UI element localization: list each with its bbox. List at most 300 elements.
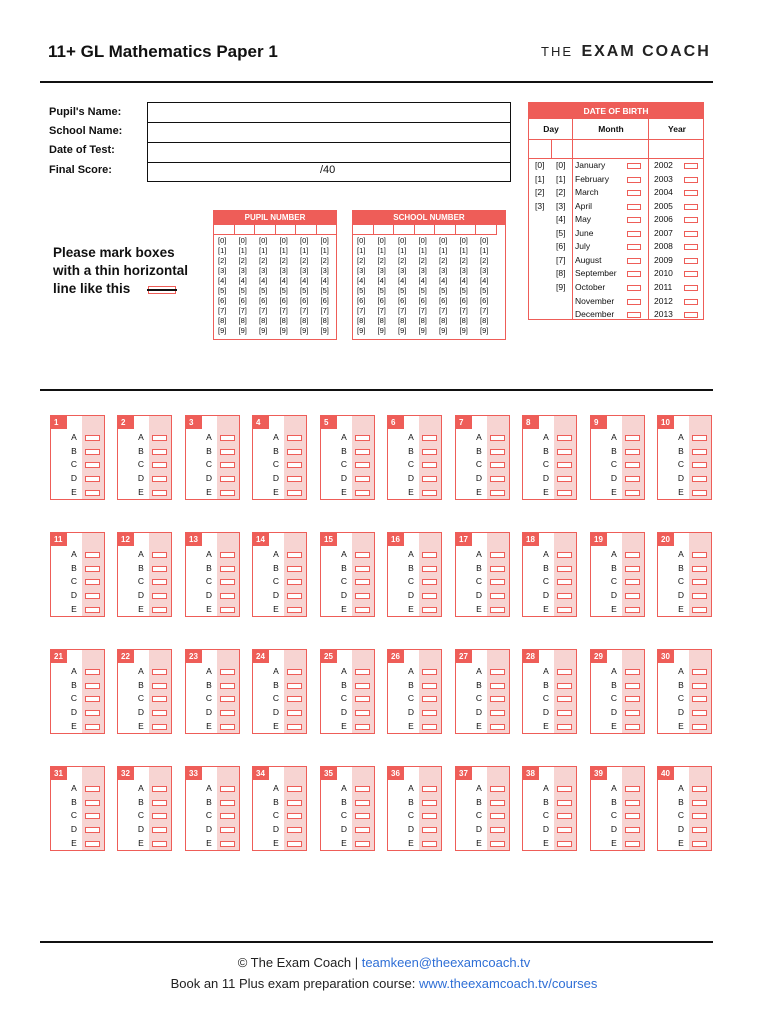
- answer-bubble-e[interactable]: [85, 724, 100, 730]
- school-number-digit-option[interactable]: [4]: [357, 276, 366, 285]
- school-number-digit-option[interactable]: [1]: [398, 246, 407, 255]
- pupil-number-digit-option[interactable]: [4]: [218, 276, 227, 285]
- school-number-digit-option[interactable]: [7]: [480, 306, 489, 315]
- answer-bubble-b[interactable]: [287, 683, 302, 689]
- answer-bubble-c[interactable]: [220, 696, 235, 702]
- answer-bubble-c[interactable]: [692, 696, 707, 702]
- pupil-number-digit-option[interactable]: [6]: [259, 296, 268, 305]
- answer-bubble-c[interactable]: [625, 579, 640, 585]
- school-number-digit-option[interactable]: [9]: [398, 326, 407, 335]
- dob-year-bubble[interactable]: [684, 204, 698, 210]
- answer-bubble-e[interactable]: [152, 841, 167, 847]
- answer-bubble-d[interactable]: [152, 827, 167, 833]
- answer-bubble-b[interactable]: [625, 566, 640, 572]
- dob-day-units-option[interactable]: [3]: [556, 200, 566, 211]
- answer-bubble-c[interactable]: [490, 462, 505, 468]
- pupil-number-digit-option[interactable]: [4]: [279, 276, 288, 285]
- school-number-digit-option[interactable]: [3]: [459, 266, 468, 275]
- pupil-number-digit-option[interactable]: [9]: [238, 326, 247, 335]
- school-number-entry-cell[interactable]: [435, 225, 456, 235]
- answer-bubble-e[interactable]: [692, 841, 707, 847]
- school-number-digit-option[interactable]: [5]: [418, 286, 427, 295]
- final-score-field[interactable]: [148, 162, 510, 163]
- answer-bubble-d[interactable]: [625, 710, 640, 716]
- pupil-number-digit-option[interactable]: [3]: [259, 266, 268, 275]
- pupil-number-digit-option[interactable]: [1]: [218, 246, 227, 255]
- pupil-number-digit-option[interactable]: [2]: [320, 256, 329, 265]
- pupil-number-digit-option[interactable]: [4]: [238, 276, 247, 285]
- answer-bubble-c[interactable]: [625, 696, 640, 702]
- school-number-digit-option[interactable]: [5]: [377, 286, 386, 295]
- answer-bubble-c[interactable]: [85, 579, 100, 585]
- answer-bubble-b[interactable]: [422, 800, 437, 806]
- school-number-digit-option[interactable]: [2]: [357, 256, 366, 265]
- pupil-number-digit-option[interactable]: [7]: [259, 306, 268, 315]
- answer-bubble-c[interactable]: [287, 696, 302, 702]
- answer-bubble-d[interactable]: [355, 593, 370, 599]
- school-number-digit-option[interactable]: [5]: [357, 286, 366, 295]
- answer-bubble-d[interactable]: [220, 593, 235, 599]
- answer-bubble-a[interactable]: [220, 669, 235, 675]
- school-number-digit-option[interactable]: [7]: [459, 306, 468, 315]
- answer-bubble-a[interactable]: [85, 435, 100, 441]
- answer-bubble-e[interactable]: [152, 490, 167, 496]
- dob-month-bubble[interactable]: [627, 285, 641, 291]
- answer-bubble-d[interactable]: [220, 827, 235, 833]
- pupil-number-digit-option[interactable]: [8]: [320, 316, 329, 325]
- answer-bubble-e[interactable]: [625, 607, 640, 613]
- dob-year-bubble[interactable]: [684, 231, 698, 237]
- pupil-number-digit-option[interactable]: [0]: [218, 236, 227, 245]
- dob-month-bubble[interactable]: [627, 190, 641, 196]
- answer-bubble-e[interactable]: [557, 490, 572, 496]
- school-number-digit-option[interactable]: [1]: [357, 246, 366, 255]
- dob-month-bubble[interactable]: [627, 231, 641, 237]
- answer-bubble-b[interactable]: [152, 449, 167, 455]
- school-number-entry-cell[interactable]: [476, 225, 497, 235]
- answer-bubble-a[interactable]: [355, 786, 370, 792]
- answer-bubble-e[interactable]: [422, 841, 437, 847]
- school-number-digit-option[interactable]: [9]: [377, 326, 386, 335]
- answer-bubble-c[interactable]: [422, 696, 437, 702]
- answer-bubble-e[interactable]: [355, 724, 370, 730]
- answer-bubble-c[interactable]: [490, 813, 505, 819]
- answer-bubble-e[interactable]: [625, 724, 640, 730]
- answer-bubble-a[interactable]: [355, 552, 370, 558]
- answer-bubble-a[interactable]: [422, 435, 437, 441]
- answer-bubble-c[interactable]: [85, 813, 100, 819]
- answer-bubble-d[interactable]: [557, 827, 572, 833]
- pupil-number-digit-option[interactable]: [5]: [320, 286, 329, 295]
- pupil-number-digit-option[interactable]: [1]: [320, 246, 329, 255]
- pupil-number-digit-option[interactable]: [7]: [218, 306, 227, 315]
- dob-month-bubble[interactable]: [627, 312, 641, 318]
- answer-bubble-a[interactable]: [692, 435, 707, 441]
- pupil-number-digit-option[interactable]: [3]: [300, 266, 309, 275]
- answer-bubble-d[interactable]: [625, 476, 640, 482]
- answer-bubble-b[interactable]: [220, 800, 235, 806]
- answer-bubble-d[interactable]: [557, 710, 572, 716]
- pupil-number-digit-option[interactable]: [1]: [300, 246, 309, 255]
- answer-bubble-a[interactable]: [152, 669, 167, 675]
- answer-bubble-c[interactable]: [85, 462, 100, 468]
- school-name-field[interactable]: [148, 122, 510, 123]
- school-number-digit-option[interactable]: [6]: [480, 296, 489, 305]
- dob-year-bubble[interactable]: [684, 217, 698, 223]
- school-number-digit-option[interactable]: [3]: [357, 266, 366, 275]
- dob-day-units-option[interactable]: [5]: [556, 227, 566, 238]
- school-number-digit-option[interactable]: [0]: [480, 236, 489, 245]
- answer-bubble-a[interactable]: [422, 786, 437, 792]
- school-number-digit-option[interactable]: [0]: [398, 236, 407, 245]
- answer-bubble-b[interactable]: [287, 449, 302, 455]
- answer-bubble-e[interactable]: [287, 607, 302, 613]
- school-number-digit-option[interactable]: [9]: [480, 326, 489, 335]
- dob-year-bubble[interactable]: [684, 190, 698, 196]
- dob-day-tens-option[interactable]: [0]: [535, 160, 545, 170]
- school-number-digit-option[interactable]: [1]: [439, 246, 448, 255]
- answer-bubble-e[interactable]: [355, 841, 370, 847]
- pupil-number-digit-option[interactable]: [5]: [279, 286, 288, 295]
- school-number-digit-option[interactable]: [2]: [377, 256, 386, 265]
- dob-month-bubble[interactable]: [627, 244, 641, 250]
- answer-bubble-b[interactable]: [557, 566, 572, 572]
- answer-bubble-b[interactable]: [692, 683, 707, 689]
- school-number-digit-option[interactable]: [2]: [398, 256, 407, 265]
- school-number-digit-option[interactable]: [9]: [357, 326, 366, 335]
- dob-day-units-option[interactable]: [8]: [556, 268, 566, 279]
- answer-bubble-c[interactable]: [422, 462, 437, 468]
- answer-bubble-d[interactable]: [692, 827, 707, 833]
- answer-bubble-d[interactable]: [625, 593, 640, 599]
- answer-bubble-d[interactable]: [85, 710, 100, 716]
- dob-month-bubble[interactable]: [627, 271, 641, 277]
- school-number-digit-option[interactable]: [5]: [480, 286, 489, 295]
- school-number-digit-option[interactable]: [6]: [439, 296, 448, 305]
- answer-bubble-b[interactable]: [625, 683, 640, 689]
- answer-bubble-b[interactable]: [355, 566, 370, 572]
- answer-bubble-a[interactable]: [692, 786, 707, 792]
- answer-bubble-c[interactable]: [220, 462, 235, 468]
- answer-bubble-d[interactable]: [287, 827, 302, 833]
- answer-bubble-d[interactable]: [220, 710, 235, 716]
- answer-bubble-d[interactable]: [220, 476, 235, 482]
- answer-bubble-a[interactable]: [557, 786, 572, 792]
- answer-bubble-a[interactable]: [152, 435, 167, 441]
- school-number-digit-option[interactable]: [3]: [439, 266, 448, 275]
- answer-bubble-d[interactable]: [152, 593, 167, 599]
- pupil-number-digit-option[interactable]: [5]: [238, 286, 247, 295]
- answer-bubble-d[interactable]: [287, 710, 302, 716]
- answer-bubble-e[interactable]: [355, 607, 370, 613]
- school-number-digit-option[interactable]: [2]: [418, 256, 427, 265]
- answer-bubble-b[interactable]: [152, 800, 167, 806]
- answer-bubble-a[interactable]: [625, 435, 640, 441]
- answer-bubble-e[interactable]: [85, 841, 100, 847]
- answer-bubble-a[interactable]: [220, 435, 235, 441]
- answer-bubble-c[interactable]: [557, 813, 572, 819]
- answer-bubble-c[interactable]: [355, 579, 370, 585]
- answer-bubble-a[interactable]: [625, 786, 640, 792]
- answer-bubble-d[interactable]: [85, 476, 100, 482]
- pupil-number-entry-cell[interactable]: [317, 225, 338, 235]
- dob-month-bubble[interactable]: [627, 163, 641, 169]
- answer-bubble-c[interactable]: [152, 696, 167, 702]
- answer-bubble-e[interactable]: [490, 607, 505, 613]
- school-number-digit-option[interactable]: [0]: [357, 236, 366, 245]
- school-number-digit-option[interactable]: [5]: [398, 286, 407, 295]
- answer-bubble-d[interactable]: [490, 476, 505, 482]
- pupil-number-digit-option[interactable]: [0]: [238, 236, 247, 245]
- answer-bubble-c[interactable]: [557, 579, 572, 585]
- answer-bubble-b[interactable]: [287, 800, 302, 806]
- answer-bubble-b[interactable]: [422, 449, 437, 455]
- answer-bubble-a[interactable]: [152, 786, 167, 792]
- answer-bubble-d[interactable]: [490, 827, 505, 833]
- school-number-digit-option[interactable]: [3]: [398, 266, 407, 275]
- answer-bubble-d[interactable]: [490, 710, 505, 716]
- answer-bubble-b[interactable]: [557, 449, 572, 455]
- school-number-digit-option[interactable]: [7]: [377, 306, 386, 315]
- answer-bubble-d[interactable]: [557, 476, 572, 482]
- answer-bubble-b[interactable]: [692, 449, 707, 455]
- pupil-number-digit-option[interactable]: [8]: [300, 316, 309, 325]
- school-number-digit-option[interactable]: [4]: [398, 276, 407, 285]
- answer-bubble-d[interactable]: [355, 827, 370, 833]
- answer-bubble-c[interactable]: [490, 579, 505, 585]
- answer-bubble-c[interactable]: [152, 813, 167, 819]
- school-number-digit-option[interactable]: [8]: [480, 316, 489, 325]
- dob-day-units-option[interactable]: [9]: [556, 281, 566, 292]
- pupil-number-digit-option[interactable]: [9]: [259, 326, 268, 335]
- pupil-number-digit-option[interactable]: [8]: [259, 316, 268, 325]
- school-number-digit-option[interactable]: [5]: [439, 286, 448, 295]
- answer-bubble-c[interactable]: [287, 579, 302, 585]
- dob-month-bubble[interactable]: [627, 258, 641, 264]
- answer-bubble-a[interactable]: [625, 669, 640, 675]
- pupil-number-digit-option[interactable]: [5]: [300, 286, 309, 295]
- answer-bubble-c[interactable]: [287, 462, 302, 468]
- answer-bubble-a[interactable]: [220, 552, 235, 558]
- pupil-number-digit-option[interactable]: [3]: [238, 266, 247, 275]
- answer-bubble-e[interactable]: [85, 490, 100, 496]
- answer-bubble-d[interactable]: [287, 593, 302, 599]
- school-number-digit-option[interactable]: [2]: [439, 256, 448, 265]
- pupil-number-digit-option[interactable]: [0]: [300, 236, 309, 245]
- answer-bubble-b[interactable]: [625, 449, 640, 455]
- answer-bubble-c[interactable]: [692, 462, 707, 468]
- pupil-number-digit-option[interactable]: [0]: [279, 236, 288, 245]
- answer-bubble-e[interactable]: [490, 724, 505, 730]
- answer-bubble-c[interactable]: [152, 462, 167, 468]
- answer-bubble-c[interactable]: [220, 813, 235, 819]
- pupil-number-digit-option[interactable]: [6]: [238, 296, 247, 305]
- answer-bubble-b[interactable]: [692, 566, 707, 572]
- date-of-test-field[interactable]: [148, 142, 510, 143]
- school-number-digit-option[interactable]: [3]: [480, 266, 489, 275]
- school-number-entry-cell[interactable]: [374, 225, 395, 235]
- answer-bubble-e[interactable]: [220, 607, 235, 613]
- answer-bubble-b[interactable]: [490, 800, 505, 806]
- school-number-digit-option[interactable]: [4]: [377, 276, 386, 285]
- answer-bubble-e[interactable]: [287, 724, 302, 730]
- pupil-number-digit-option[interactable]: [3]: [279, 266, 288, 275]
- answer-bubble-c[interactable]: [220, 579, 235, 585]
- school-number-entry-cell[interactable]: [353, 225, 374, 235]
- school-number-digit-option[interactable]: [9]: [439, 326, 448, 335]
- answer-bubble-d[interactable]: [355, 476, 370, 482]
- answer-bubble-a[interactable]: [152, 552, 167, 558]
- school-number-digit-option[interactable]: [1]: [480, 246, 489, 255]
- answer-bubble-b[interactable]: [287, 566, 302, 572]
- answer-bubble-b[interactable]: [692, 800, 707, 806]
- pupil-number-digit-option[interactable]: [9]: [279, 326, 288, 335]
- answer-bubble-e[interactable]: [220, 724, 235, 730]
- answer-bubble-a[interactable]: [692, 552, 707, 558]
- answer-bubble-e[interactable]: [152, 607, 167, 613]
- answer-bubble-a[interactable]: [625, 552, 640, 558]
- answer-bubble-d[interactable]: [625, 827, 640, 833]
- pupil-number-digit-option[interactable]: [6]: [218, 296, 227, 305]
- answer-bubble-c[interactable]: [625, 813, 640, 819]
- school-number-digit-option[interactable]: [3]: [418, 266, 427, 275]
- school-number-digit-option[interactable]: [2]: [459, 256, 468, 265]
- pupil-number-digit-option[interactable]: [8]: [279, 316, 288, 325]
- school-number-digit-option[interactable]: [6]: [377, 296, 386, 305]
- pupil-number-digit-option[interactable]: [0]: [259, 236, 268, 245]
- answer-bubble-a[interactable]: [557, 669, 572, 675]
- answer-bubble-c[interactable]: [422, 579, 437, 585]
- answer-bubble-a[interactable]: [287, 552, 302, 558]
- answer-bubble-e[interactable]: [422, 490, 437, 496]
- dob-month-bubble[interactable]: [627, 217, 641, 223]
- answer-bubble-b[interactable]: [557, 800, 572, 806]
- answer-bubble-b[interactable]: [355, 683, 370, 689]
- school-number-digit-option[interactable]: [4]: [480, 276, 489, 285]
- answer-bubble-e[interactable]: [152, 724, 167, 730]
- answer-bubble-e[interactable]: [692, 490, 707, 496]
- answer-bubble-c[interactable]: [355, 813, 370, 819]
- answer-bubble-b[interactable]: [490, 683, 505, 689]
- dob-month-bubble[interactable]: [627, 204, 641, 210]
- answer-bubble-e[interactable]: [422, 607, 437, 613]
- school-number-entry-cell[interactable]: [394, 225, 415, 235]
- school-number-digit-option[interactable]: [6]: [459, 296, 468, 305]
- answer-bubble-d[interactable]: [287, 476, 302, 482]
- answer-bubble-b[interactable]: [490, 449, 505, 455]
- answer-bubble-c[interactable]: [85, 696, 100, 702]
- school-number-digit-option[interactable]: [1]: [459, 246, 468, 255]
- dob-month-bubble[interactable]: [627, 177, 641, 183]
- pupil-number-digit-option[interactable]: [2]: [279, 256, 288, 265]
- answer-bubble-b[interactable]: [152, 566, 167, 572]
- answer-bubble-c[interactable]: [692, 579, 707, 585]
- pupil-number-entry-cell[interactable]: [296, 225, 317, 235]
- answer-bubble-a[interactable]: [422, 669, 437, 675]
- answer-bubble-a[interactable]: [490, 435, 505, 441]
- dob-year-bubble[interactable]: [684, 299, 698, 305]
- answer-bubble-e[interactable]: [490, 490, 505, 496]
- answer-bubble-e[interactable]: [490, 841, 505, 847]
- school-number-digit-option[interactable]: [2]: [480, 256, 489, 265]
- school-number-digit-option[interactable]: [7]: [418, 306, 427, 315]
- answer-bubble-d[interactable]: [490, 593, 505, 599]
- pupil-number-digit-option[interactable]: [5]: [218, 286, 227, 295]
- pupil-number-digit-option[interactable]: [1]: [238, 246, 247, 255]
- dob-month-bubble[interactable]: [627, 299, 641, 305]
- pupil-number-entry-cell[interactable]: [276, 225, 297, 235]
- answer-bubble-b[interactable]: [85, 683, 100, 689]
- pupil-number-digit-option[interactable]: [9]: [320, 326, 329, 335]
- answer-bubble-d[interactable]: [557, 593, 572, 599]
- school-number-digit-option[interactable]: [9]: [459, 326, 468, 335]
- answer-bubble-e[interactable]: [287, 490, 302, 496]
- answer-bubble-e[interactable]: [625, 841, 640, 847]
- answer-bubble-e[interactable]: [557, 607, 572, 613]
- pupil-number-digit-option[interactable]: [2]: [218, 256, 227, 265]
- school-number-digit-option[interactable]: [8]: [459, 316, 468, 325]
- answer-bubble-a[interactable]: [287, 786, 302, 792]
- answer-bubble-b[interactable]: [85, 566, 100, 572]
- pupil-number-digit-option[interactable]: [9]: [218, 326, 227, 335]
- answer-bubble-d[interactable]: [152, 476, 167, 482]
- school-number-digit-option[interactable]: [8]: [398, 316, 407, 325]
- answer-bubble-b[interactable]: [422, 683, 437, 689]
- school-number-digit-option[interactable]: [8]: [357, 316, 366, 325]
- school-number-digit-option[interactable]: [6]: [357, 296, 366, 305]
- answer-bubble-a[interactable]: [490, 786, 505, 792]
- pupil-number-digit-option[interactable]: [1]: [259, 246, 268, 255]
- pupil-number-digit-option[interactable]: [4]: [300, 276, 309, 285]
- answer-bubble-c[interactable]: [557, 462, 572, 468]
- answer-bubble-b[interactable]: [152, 683, 167, 689]
- school-number-digit-option[interactable]: [0]: [459, 236, 468, 245]
- answer-bubble-b[interactable]: [490, 566, 505, 572]
- pupil-number-digit-option[interactable]: [7]: [300, 306, 309, 315]
- school-number-digit-option[interactable]: [8]: [377, 316, 386, 325]
- dob-year-bubble[interactable]: [684, 271, 698, 277]
- dob-day-units-option[interactable]: [6]: [556, 241, 566, 252]
- answer-bubble-a[interactable]: [422, 552, 437, 558]
- answer-bubble-e[interactable]: [557, 724, 572, 730]
- answer-bubble-c[interactable]: [422, 813, 437, 819]
- answer-bubble-a[interactable]: [85, 669, 100, 675]
- pupil-number-digit-option[interactable]: [2]: [259, 256, 268, 265]
- answer-bubble-e[interactable]: [220, 490, 235, 496]
- pupil-number-digit-option[interactable]: [6]: [320, 296, 329, 305]
- answer-bubble-b[interactable]: [220, 566, 235, 572]
- answer-bubble-b[interactable]: [422, 566, 437, 572]
- dob-year-bubble[interactable]: [684, 163, 698, 169]
- answer-bubble-c[interactable]: [490, 696, 505, 702]
- answer-bubble-d[interactable]: [152, 710, 167, 716]
- answer-bubble-b[interactable]: [355, 800, 370, 806]
- answer-bubble-b[interactable]: [220, 449, 235, 455]
- dob-year-bubble[interactable]: [684, 177, 698, 183]
- school-number-digit-option[interactable]: [1]: [418, 246, 427, 255]
- answer-bubble-c[interactable]: [625, 462, 640, 468]
- dob-day-units-option[interactable]: [1]: [556, 173, 566, 184]
- answer-bubble-d[interactable]: [85, 827, 100, 833]
- dob-day-tens-option[interactable]: [2]: [535, 187, 545, 198]
- dob-day-units-option[interactable]: [0]: [556, 160, 566, 170]
- school-number-digit-option[interactable]: [0]: [418, 236, 427, 245]
- answer-bubble-a[interactable]: [85, 786, 100, 792]
- answer-bubble-a[interactable]: [355, 435, 370, 441]
- answer-bubble-a[interactable]: [692, 669, 707, 675]
- school-number-digit-option[interactable]: [7]: [439, 306, 448, 315]
- pupil-number-digit-option[interactable]: [8]: [238, 316, 247, 325]
